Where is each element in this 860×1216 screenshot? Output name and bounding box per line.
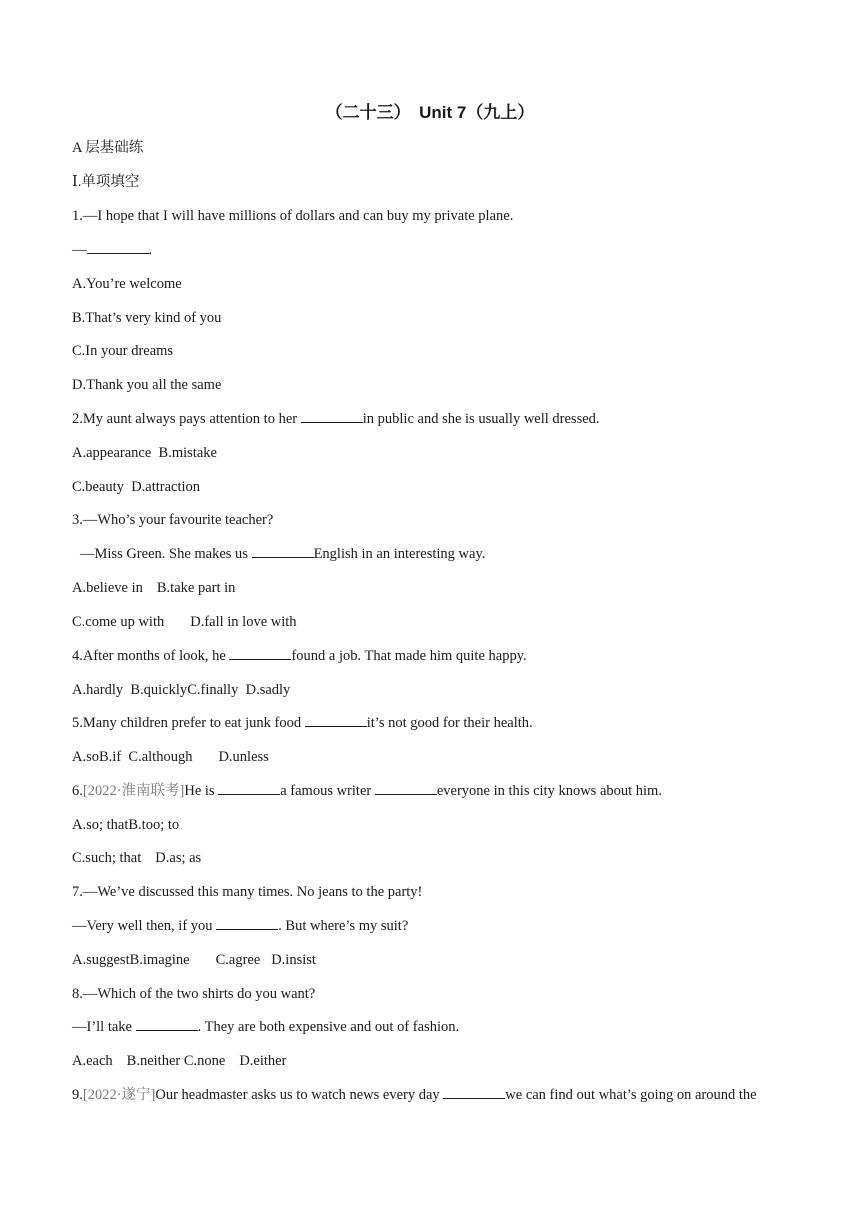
q4-stem: 4.After months of look, he found a job. That made him quite happy. [72,648,527,664]
q6-options-row1: A.so; thatB.too; to [72,817,180,833]
q3-stem: 3.—Who’s your favourite teacher? [72,512,274,528]
answer-blank [301,410,363,423]
answer-blank [87,241,149,254]
answer-blank [443,1086,505,1099]
q8-options: A.each B.neither C.none D.either [72,1053,287,1069]
answer-blank [305,714,367,727]
q1-stem: 1.—I hope that I will have millions of dollars and can buy my private plane. [72,208,514,224]
q9-stem: 9.[2022·遂宁]Our headmaster asks us to watch news every day we can find out what’s going on around the [72,1087,757,1103]
q8-stem: 8.—Which of the two shirts do you want? [72,986,316,1002]
q4-options: A.hardly B.quicklyC.finally D.sadly [72,682,291,698]
answer-blank [218,782,280,795]
q7-answer-line: —Very well then, if you . But where’s my suit? [72,918,409,934]
q8-answer-line: —I’ll take . They are both expensive and out of fashion. [72,1019,460,1035]
q5-options: A.soB.if C.although D.unless [72,749,269,765]
answer-blank [252,545,314,558]
part-heading: Ⅰ.单项填空 [72,174,140,190]
answer-blank [375,782,437,795]
q6-stem: 6.[2022·淮南联考]He is a famous writer everyone in this city knows about him. [72,783,662,799]
answer-blank [136,1018,198,1031]
source-tag: [2022·遂宁] [82,1087,156,1103]
q3-options-row1: A.believe in B.take part in [72,580,236,596]
q1-option-c: C.In your dreams [72,343,174,359]
source-tag: [2022·淮南联考] [82,783,185,799]
q2-stem: 2.My aunt always pays attention to her in public and she is usually well dressed. [72,411,600,427]
q7-options: A.suggestB.imagine C.agree D.insist [72,952,316,968]
page-title: （二十三） Unit 7（九上） [325,103,535,122]
q3-options-row2: C.come up with D.fall in love with [72,614,297,630]
q6-options-row2: C.such; that D.as; as [72,850,202,866]
q3-answer-line: —Miss Green. She makes us English in an interesting way. [80,546,486,562]
q1-option-b: B.That’s very kind of you [72,310,222,326]
q2-options-row1: A.appearance B.mistake [72,445,217,461]
q1-option-d: D.Thank you all the same [72,377,222,393]
q1-answer-line: — . [72,242,153,258]
answer-blank [216,917,278,930]
q1-option-a: A.You’re welcome [72,276,182,292]
section-heading: A 层基础练 [72,140,144,156]
answer-blank [229,647,291,660]
q5-stem: 5.Many children prefer to eat junk food it’s not good for their health. [72,715,533,731]
q2-options-row2: C.beauty D.attraction [72,479,201,495]
q7-stem: 7.—We’ve discussed this many times. No jeans to the party! [72,884,423,900]
